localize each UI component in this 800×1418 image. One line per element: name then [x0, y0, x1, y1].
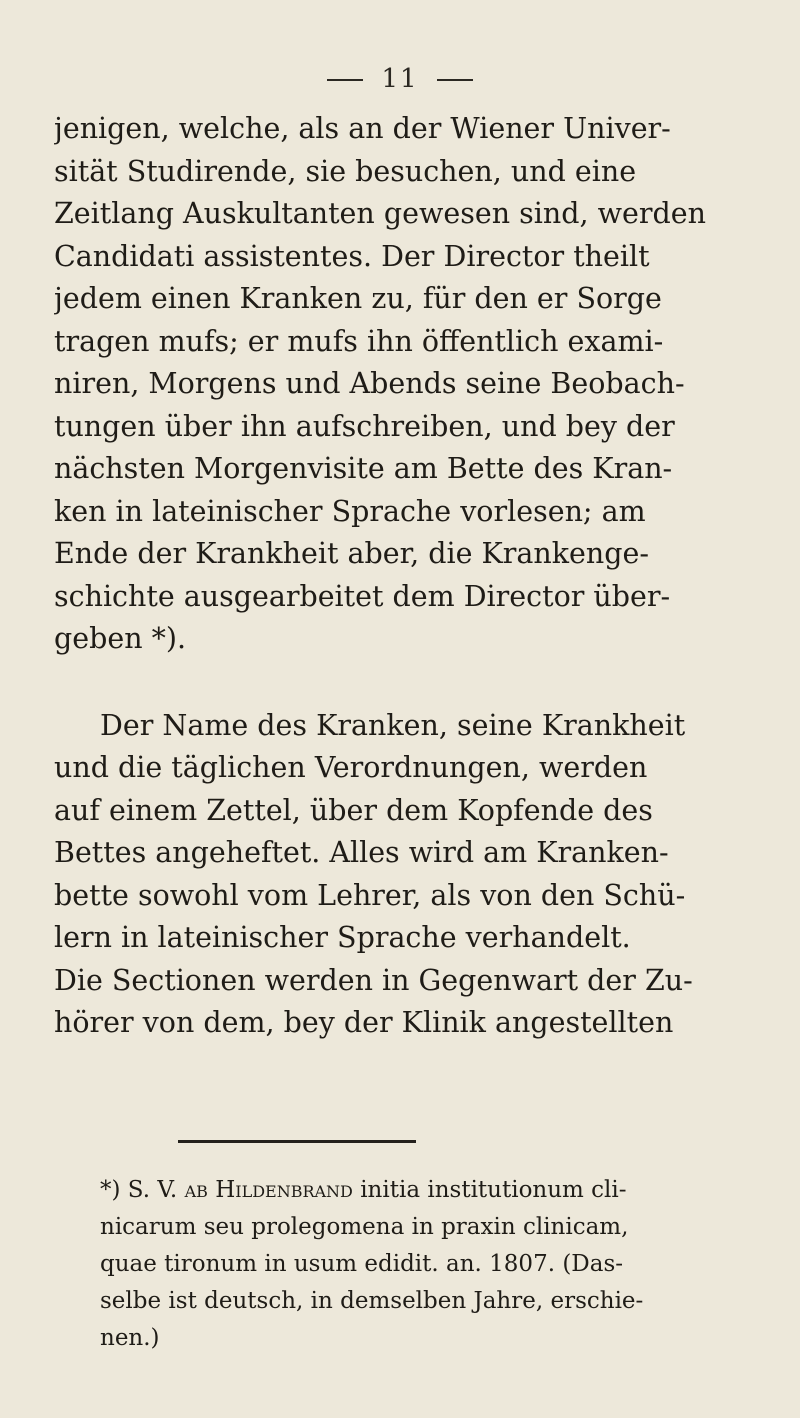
text-line: tungen über ihn aufschreiben, und bey der	[54, 409, 675, 443]
page-number-dash-left	[327, 79, 363, 81]
footnote-line	[54, 1172, 774, 1209]
paragraph-gap	[54, 661, 774, 705]
footnote-ab: ab	[184, 1177, 208, 1203]
text-line: nächsten Morgenvisite am Bette des Kran-	[54, 452, 673, 485]
text-line: Candidati assistentes. Der Director theilt	[54, 239, 650, 273]
text-line: jenigen, welche, als an der Wiener Univer-	[54, 112, 671, 145]
footnote-line: quae tironum in usum edidit. an. 1807. (Das-	[100, 1251, 624, 1277]
text-line: bette sowohl vom Lehrer, als von den Schü-	[54, 878, 686, 912]
page-number-value: 11	[381, 64, 419, 94]
text-line: Der Name des Kranken, seine Krankheit	[100, 708, 686, 742]
paragraph-2	[54, 705, 774, 1045]
text-line: ken in lateinischer Sprache vorlesen; am	[54, 494, 646, 528]
text-line: Zeitlang Auskultanten gewesen sind, werden	[54, 197, 706, 230]
footnote-line: selbe ist deutsch, in demselben Jahre, erschie-	[100, 1288, 644, 1314]
footnote-line: nicarum seu prolegomena in praxin clinicam,	[100, 1214, 629, 1240]
body-text	[54, 108, 774, 1045]
footnote-author: Hildenbrand	[215, 1177, 353, 1203]
text-line: Die Sectionen werden in Gegenwart der Zu-	[54, 963, 693, 997]
footnote-prefix: *) S. V.	[100, 1177, 185, 1203]
text-line: geben *).	[54, 622, 187, 655]
text-line: sität Studirende, sie besuchen, und eine	[54, 154, 637, 188]
text-line: Ende der Krankheit aber, die Krankenge-	[54, 537, 649, 570]
text-line: hörer von dem, bey der Klinik angestellten	[54, 1006, 674, 1039]
page-number	[0, 64, 800, 94]
text-line: jedem einen Kranken zu, für den er Sorge	[54, 282, 662, 315]
footnote	[54, 1172, 774, 1357]
text-line: und die täglichen Verordnungen, werden	[54, 751, 648, 784]
paragraph-1	[54, 108, 774, 661]
footnote-line: nen.)	[100, 1325, 160, 1351]
text-line: lern in lateinischer Sprache verhandelt.	[54, 921, 631, 954]
text-line: niren, Morgens und Abends seine Beobach-	[54, 367, 685, 400]
text-line: Bettes angeheftet. Alles wird am Kranken-	[54, 836, 669, 869]
text-line: schichte ausgearbeitet dem Director über-	[54, 579, 671, 613]
text-line: tragen mufs; er mufs ihn öffentlich exami-	[54, 324, 664, 358]
text-line: auf einem Zettel, über dem Kopfende des	[54, 793, 653, 827]
footnote-separator	[178, 1140, 416, 1143]
page-number-dash-right	[437, 79, 473, 81]
footnote-line1-rest: initia institutionum cli-	[352, 1177, 627, 1203]
